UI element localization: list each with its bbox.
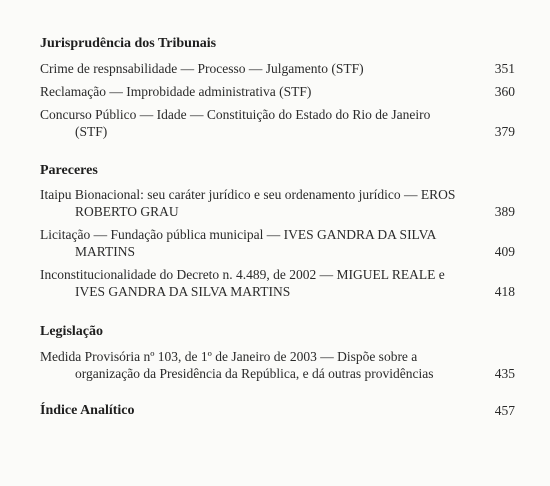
toc-entry[interactable] bbox=[40, 348, 515, 382]
section-title-legislacao: Legislação bbox=[40, 324, 103, 339]
toc-entry-index[interactable] bbox=[40, 402, 515, 419]
index-title: Índice Analítico bbox=[40, 403, 135, 418]
toc-entry-text: Licitação — Fundação pública municipal — IVES GANDRA DA SILVA MARTINS bbox=[40, 227, 436, 259]
toc-entry-page: 435 bbox=[494, 366, 515, 381]
toc-entry[interactable] bbox=[40, 60, 515, 77]
toc-entry-text: Medida Provisória nº 103, de 1º de Janeiro de 2003 — Dispõe sobre a organização da Presidência da República, e dá outras providências bbox=[40, 349, 434, 381]
toc-entry-page: 418 bbox=[494, 284, 515, 299]
toc-entry-page: 351 bbox=[494, 61, 515, 76]
toc-entry[interactable] bbox=[40, 266, 515, 300]
toc-entry[interactable] bbox=[40, 106, 515, 140]
toc-entry[interactable] bbox=[40, 186, 515, 220]
toc-entry-text: Inconstitucionalidade do Decreto n. 4.489, de 2002 — MIGUEL REALE e IVES GANDRA DA SILVA MARTINS bbox=[40, 267, 445, 299]
section-title-pareceres: Pareceres bbox=[40, 163, 98, 178]
toc-entry-page: 389 bbox=[494, 204, 515, 219]
toc-entry[interactable] bbox=[40, 226, 515, 260]
toc-entry[interactable] bbox=[40, 83, 515, 100]
section-title-jurisprudencia: Jurisprudência dos Tribunais bbox=[40, 36, 217, 51]
toc-entry-text: Crime de respnsabilidade — Processo — Julgamento (STF) bbox=[40, 61, 364, 76]
toc-entry-page: 379 bbox=[494, 124, 515, 139]
toc-entry-page: 360 bbox=[494, 84, 515, 99]
index-page: 457 bbox=[494, 403, 515, 418]
toc-entry-text: Concurso Público — Idade — Constituição do Estado do Rio de Janeiro (STF) bbox=[40, 107, 431, 139]
toc-entry-page: 409 bbox=[494, 244, 515, 259]
toc-entry-text: Reclamação — Improbidade administrativa (STF) bbox=[40, 84, 312, 99]
toc-entry-text: Itaipu Bionacional: seu caráter jurídico e seu ordenamento jurídico — EROS ROBERTO GRAU bbox=[40, 187, 456, 219]
